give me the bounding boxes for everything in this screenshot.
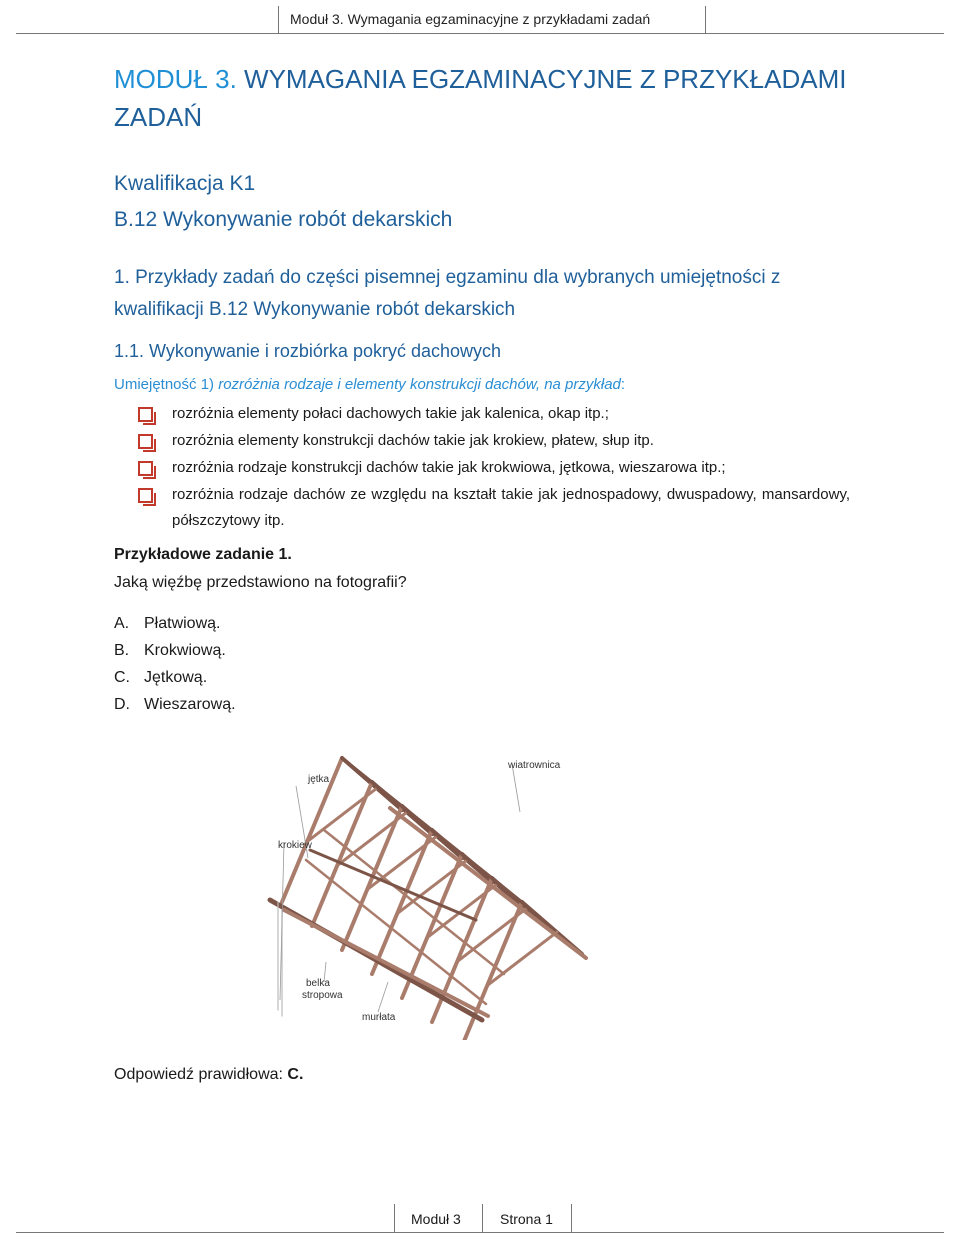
skill-line (114, 376, 625, 393)
roof-truss-illustration (250, 750, 610, 1040)
answer-text: Płatwiową. (144, 615, 221, 632)
section-title: 1. Przykłady zadań do części pisemnej egzaminu dla wybranych umiejętności z kwalifikacji B.12 Wykonywanie robót dekarskich (114, 267, 781, 320)
answer-letter: B. (114, 642, 130, 659)
square-bullet-icon (138, 461, 153, 476)
label-wiatrownica: wiatrownica (508, 760, 561, 771)
skill-description: rozróżnia rodzaje i elementy konstrukcji dachów, na przykład (218, 376, 621, 393)
module-title (114, 60, 874, 136)
answer-option (114, 637, 236, 664)
label-stropowa: stropowa (302, 990, 343, 1001)
bullet-text: rozróżnia rodzaje konstrukcji dachów takie jak krokwiowa, jętkowa, wieszarowa itp.; (172, 459, 726, 476)
batten (324, 830, 504, 974)
answer-option (114, 610, 236, 637)
footer-module: Moduł 3 (411, 1211, 461, 1227)
bullet-text: rozróżnia rodzaje dachów ze względu na kształt takie jak jednospadowy, dwuspadowy, mansardowy, półszczytowy itp. (172, 486, 850, 529)
skill-colon: : (620, 376, 626, 393)
label-jetka: jętka (308, 774, 330, 785)
label-krokiew: krokiew (278, 840, 312, 851)
square-bullet-icon (138, 407, 153, 422)
answer-text: Jętkową. (144, 669, 208, 686)
subsection-title: 1.1. Wykonywanie i rozbiórka pokryć dachowych (114, 341, 502, 361)
qualification-subtitle: B.12 Wykonywanie robót dekarskich (114, 208, 453, 231)
qualification-title: Kwalifikacja K1 (114, 172, 256, 195)
module-title-prefix: MODUŁ 3. (114, 64, 245, 94)
bullet-text: rozróżnia elementy połaci dachowych takie jak kalenica, okap itp.; (172, 405, 609, 422)
running-header: Moduł 3. Wymagania egzaminacyjne z przykładami zadań (290, 11, 651, 27)
list-item (138, 455, 850, 481)
label-murlata: murłata (362, 1012, 396, 1023)
skill-bullet-list (138, 401, 850, 535)
square-bullet-icon (138, 488, 153, 503)
answer-options (114, 610, 236, 718)
square-bullet-icon (138, 434, 153, 449)
answer-text: Krokwiową. (144, 642, 226, 659)
rafter (462, 902, 522, 1040)
correct-answer (114, 1066, 303, 1084)
list-item (138, 401, 850, 427)
bullet-text: rozróżnia elementy konstrukcji dachów takie jak krokiew, płatew, słup itp. (172, 432, 654, 449)
answer-letter: A. (114, 615, 130, 632)
task-title: Przykładowe zadanie 1. (114, 546, 292, 563)
module-title-rest: WYMAGANIA EGZAMINACYJNE Z PRZYKŁADAMI ZADAŃ (114, 64, 847, 132)
batten (306, 860, 486, 1004)
answer-option (114, 664, 236, 691)
answer-option (114, 691, 236, 718)
footer-box (394, 1204, 570, 1232)
correct-answer-value: C. (287, 1066, 304, 1083)
wall-plate (390, 808, 586, 958)
list-item (138, 428, 850, 454)
correct-answer-label: Odpowiedź prawidłowa: (114, 1066, 288, 1083)
answer-letter: D. (114, 696, 130, 713)
answer-letter: C. (114, 669, 130, 686)
header-rule (16, 33, 944, 34)
skill-lead: Umiejętność 1) (114, 376, 219, 393)
task-question: Jaką więźbę przedstawiono na fotografii? (114, 574, 407, 591)
label-belka: belka (306, 978, 330, 989)
list-item (138, 482, 850, 534)
answer-text: Wieszarową. (144, 696, 236, 713)
footer-page-number: Strona 1 (500, 1211, 553, 1227)
